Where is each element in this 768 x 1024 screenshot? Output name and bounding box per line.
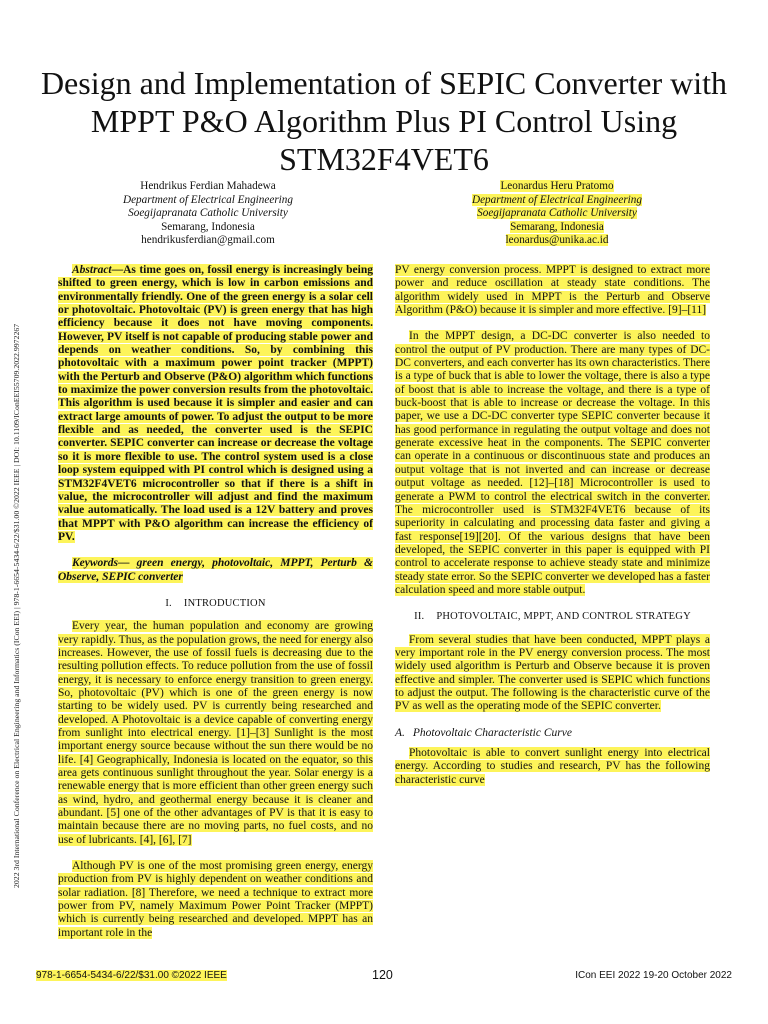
abstract-dash: —: [111, 264, 124, 276]
body-paragraph: [395, 634, 710, 714]
author-department: Department of Electrical Engineering: [472, 193, 642, 206]
paragraph-text: PV energy conversion process. MPPT is designed to extract more power and reduce oscillation at steady state conditions. The algorithm widely used in MPPT is the Perturb and Observe Algorithm (P&O) because it is simpler and more effective. [9]–[11]: [395, 264, 710, 317]
section-title: PHOTOVOLTAIC, MPPT, AND CONTROL STRATEGY: [436, 611, 691, 623]
section-number: II.: [414, 611, 425, 623]
left-column: [58, 264, 373, 953]
author-location: Semarang, Indonesia: [161, 220, 255, 233]
subsection-heading-a: [395, 727, 710, 740]
subsection-number: A.: [395, 726, 405, 739]
keywords: [58, 557, 373, 584]
body-paragraph: [58, 620, 373, 847]
section-title: INTRODUCTION: [183, 597, 266, 609]
paper-title: Design and Implementation of SEPIC Converter with MPPT P&O Algorithm Plus PI Control Using STM32F4VET6: [40, 65, 728, 177]
author-block-1: [58, 180, 358, 248]
author-block-2: [407, 180, 707, 248]
body-paragraph: [395, 264, 710, 317]
author-location: Semarang, Indonesia: [510, 220, 604, 233]
section-number: I.: [165, 597, 172, 609]
abstract-text: As time goes on, fossil energy is increasingly being shifted to green energy, which is low in carbon emissions and environmentally friendly. One of the green energy is a solar cell or photovoltaic. Photovoltaic (PV) is green energy that has high efficiency because it does not have moving components. However, PV itself is not capable of producing stable power and depends on weather conditions. So, by combining this photovoltaic with a maximum power point tracker (MPPT) with the Perturb and Observe (P&O) algorithm which functions to maximize the power conversion results from the photovoltaic. This algorithm is used because it is simpler and easier and can extract large amounts of power. To adjust the output to be more flexible and as needed, the converter used is the SEPIC converter. SEPIC converter can increase or decrease the voltage so it is more flexible to use. The control system used is a close loop system equipped with PI control which is designed using a STM32F4VET6 microcontroller so that if there is a shift in value, the microcontroller will adjust and find the maximum value automatically. The load used is a 12V battery and proves that MPPT with P&O algorithm can increase the efficiency of PV.: [58, 264, 373, 543]
paragraph-text: Although PV is one of the most promising green energy, energy production from PV is highly dependent on weather conditions and solar radiation. [8] Therefore, we need a technique to extract more power from PV, namely Maximum Power Point Tracker (MPPT) which is currently being researched and developed. MPPT has an important role in the: [58, 860, 373, 939]
subsection-title: Photovoltaic Characteristic Curve: [412, 726, 572, 739]
footer-isbn: [36, 970, 227, 981]
doi-side-note: 2022 3rd International Conference on Electrical Engineering and Informatics (ICon EEI) | 978-1-6654-5434-6/22/$31.00 ©2022 IEEE | DOI: 10.1109/IConEEI55709.2022.9972267: [12, 323, 21, 888]
abstract-lead: Abstract: [72, 264, 112, 276]
paragraph-text: In the MPPT design, a DC-DC converter is also needed to control the output of PV production. There are many types of DC-DC converters, and each converter has its own characteristics. There is a type of buck that is able to lower the voltage, there is also a type of boost that is able to increase the voltage, and there is a type of buck-boost that is able to increase or decrease the voltage. In this paper, we use a DC-DC converter type SEPIC converter because it has good performance in regulating the output voltage and does not generate excessive heat in the components. The SEPIC converter can operate in a continuous or discontinuous state and produces an output voltage that is not inverted and can increase or decrease output voltage as needed. [12]–[18] Microcontroller is used to generate a PWM to control the electrical switch in the converter. The microcontroller used is STM32F4VET6 because of its superiority in calculating and processing data faster and giving a fast response[19][20]. Of the various designs that have been developed, the SEPIC converter in this paper is equipped with PI control to accelerate response to achieve steady state and minimize steady state error. So the SEPIC converter we developed has a faster calculation speed and more stable output.: [395, 330, 710, 596]
right-column: [395, 264, 710, 800]
abstract: [58, 264, 373, 544]
keywords-text: Keywords— green energy, photovoltaic, MPPT, Perturb & Observe, SEPIC converter: [58, 557, 373, 583]
paragraph-text: Every year, the human population and economy are growing very rapidly. Thus, as the population grows, the need for energy also increases. However, the use of fossil fuels is decreasing due to the resulting pollution effects. To reduce pollution from the use of fossil energy, it is necessary to enforce energy transition to green energy. So, photovoltaic (PV) which is one of the green energy is now starting to be widely used. PV is currently being researched and developed. A Photovoltaic is a device capable of converting energy from sunlight into electrical energy. [1]–[3] Sunlight is the most important energy source because without the sun there would be no life. [4] Geographically, Indonesia is located on the equator, so this area gets continuous sunlight throughout the year. Solar energy is a renewable energy that is more efficient than other green energy such as wind, hydro, and geothermal energy because it is cleaner and abundant. [5] one of the other advantages of PV is that it is easy to maintain because there are no moving parts, no fuel costs, and no use of lubricants. [4], [6], [7]: [58, 620, 374, 846]
footer-conference: ICon EEI 2022 19-20 October 2022: [575, 970, 732, 981]
section-heading-introduction: [58, 597, 373, 610]
body-paragraph: [395, 330, 710, 597]
author-name: Leonardus Heru Pratomo: [500, 180, 614, 192]
paragraph-text: From several studies that have been conducted, MPPT plays a very important role in the PV energy conversion process. The most widely used algorithm is Perturb and Observe because it is proven effective and simpler. The converter used is SEPIC which functions to adjust the output. The following is the characteristic curve of the PV as well as the operating mode of the SEPIC converter.: [395, 633, 710, 713]
page-number: 120: [372, 968, 393, 982]
author-university: Soegijapranata Catholic University: [128, 207, 288, 220]
author-email: hendrikusferdian@gmail.com: [141, 234, 275, 247]
author-name: Hendrikus Ferdian Mahadewa: [140, 180, 276, 192]
author-university: Soegijapranata Catholic University: [477, 207, 637, 220]
author-department: Department of Electrical Engineering: [123, 193, 293, 206]
body-paragraph: [395, 747, 710, 787]
author-email: leonardus@unika.ac.id: [505, 234, 609, 247]
footer-isbn-text: 978-1-6654-5434-6/22/$31.00 ©2022 IEEE: [36, 970, 227, 981]
paragraph-text: Photovoltaic is able to convert sunlight energy into electrical energy. According to studies and research, PV has the following characteristic curve: [395, 747, 710, 786]
body-paragraph: [58, 860, 373, 940]
section-heading-pv-mppt: [395, 610, 710, 623]
